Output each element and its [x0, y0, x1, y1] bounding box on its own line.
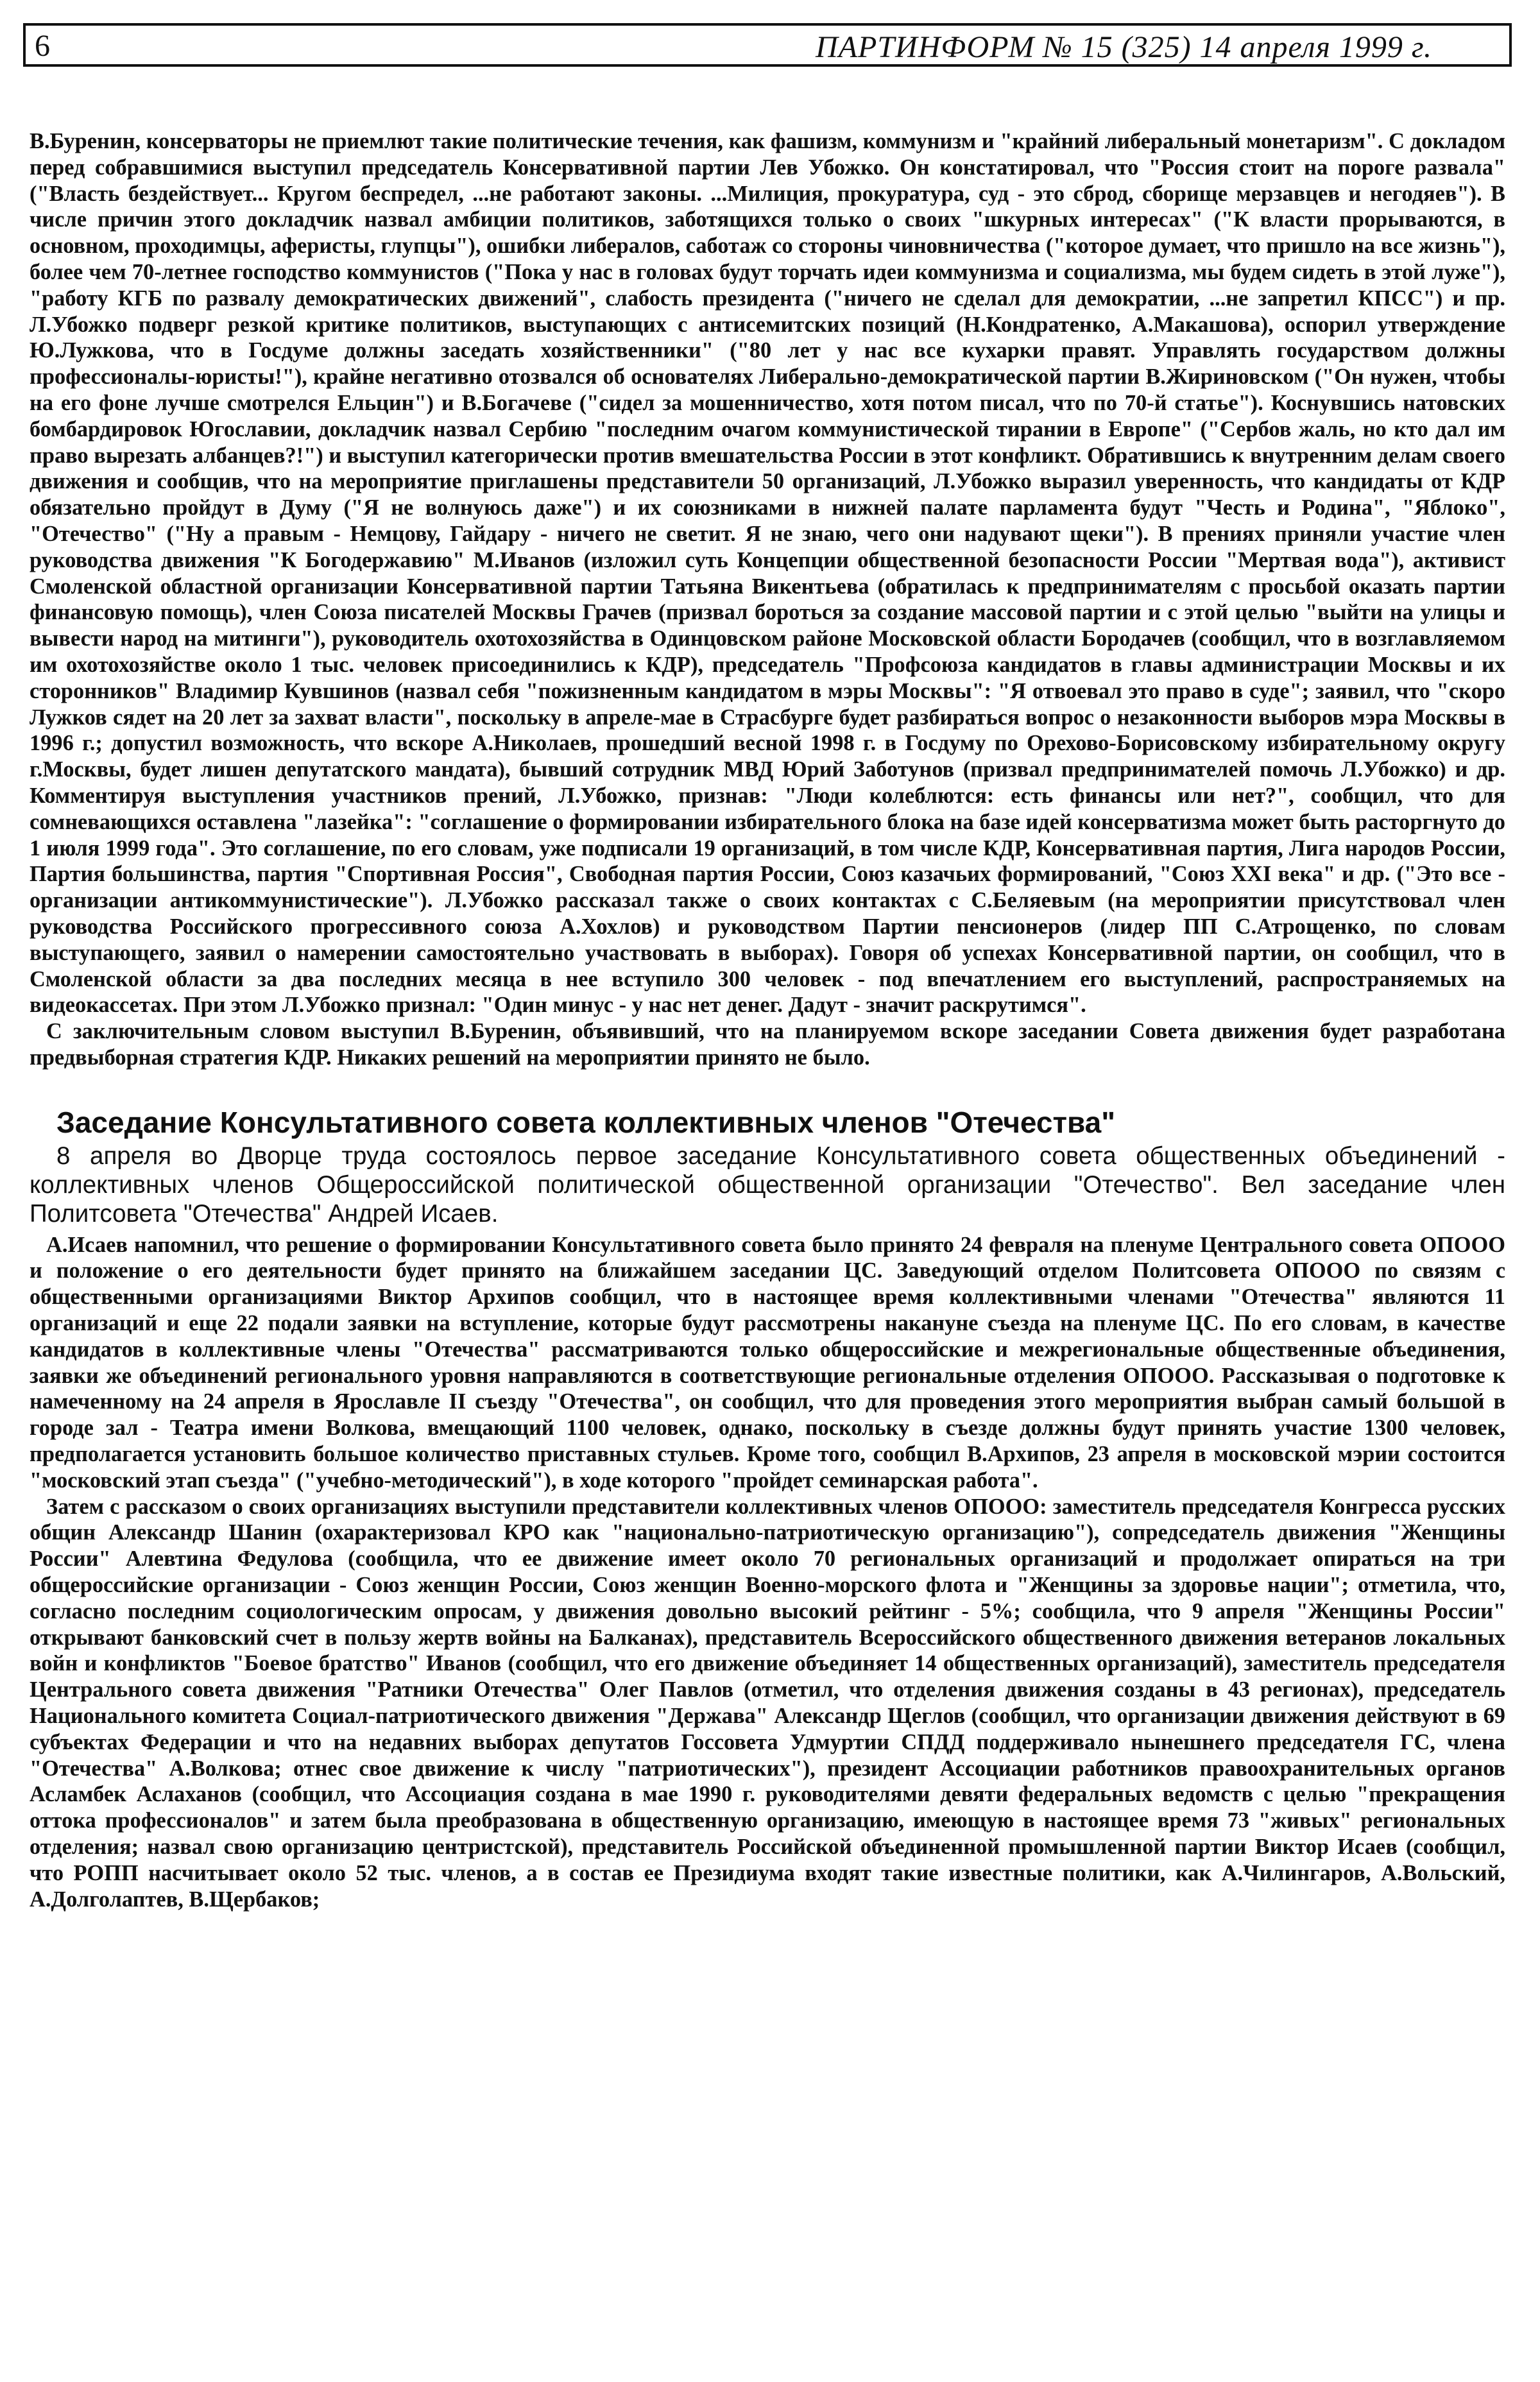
article-title: Заседание Консультативного совета коллективных членов "Отечества": [56, 1105, 1116, 1139]
page-content: [30, 128, 1505, 1912]
issue-info: ПАРТИНФОРМ № 15 (325) 14 апреля 1999 г.: [816, 30, 1432, 64]
article-paragraph: Затем с рассказом о своих организациях выступили представители коллективных членов ОПООО: заместитель председателя Конгресса русских общин Александр Шанин (охарактеризовал КРО как "национально-патриотическую организацию"), сопредседатель движения "Женщины России" Алевтина Федулова (сообщила, что ее движение имеет около 70 региональных организаций и продолжает опираться на три общероссийские организации - Союз женщин России, Союз женщин Военно-морского флота и "Женщины за здоровье нации"; отметила, что, согласно последним социологическим опросам, у движения довольно высокий рейтинг - 5%; сообщила, что 9 апреля "Женщины России" открывают банковский счет в пользу жертв войны на Балканах), представитель Всероссийского общественного движения ветеранов локальных войн и конфликтов "Боевое братство" Иванов (сообщил, что его движение объединяет 14 общественных организаций), заместитель председателя Центрального совета движения "Ратники Отечества" Олег Павлов (отметил, что отделения движения созданы в 43 регионах), председатель Национального комитета Социал-патриотического движения "Держава" Александр Щеглов (сообщил, что организации движения действуют в 69 субъектах Федерации и что на недавних выборах депутатов Госсовета Удмуртии СПДД поддерживало нынешнего председателя ГС, члена "Отечества" А.Волкова; отнес свое движение к числу "патриотических"), президент Ассоциации работников правоохранительных органов Асламбек Аслаханов (сообщил, что Ассоциация создана в мае 1990 г. руководителями девяти федеральных ведомств с целью "прекращения оттока профессионалов" и затем была преобразована в общественную организацию, имеющую в настоящее время 73 "живых" региональных отделения; назвал свою организацию центристской), представитель Российской объединенной промышленной партии Виктор Исаев (сообщил, что РОПП насчитывает около 52 тыс. членов, а в состав ее Президиума входят такие известные политики, как А.Чилингаров, А.Вольский, А.Долголаптев, В.Щербаков;: [30, 1494, 1505, 1912]
article-otechestvo: [30, 1106, 1505, 1913]
page-header: [23, 23, 1512, 67]
article-continued: [30, 128, 1505, 1071]
article-paragraph: С заключительным словом выступил В.Буренин, объявивший, что на планируемом вскоре заседании Совета движения будет разработана предвыборная стратегия КДР. Никаких решений на мероприятии принято не было.: [30, 1019, 1505, 1070]
page-number: 6: [35, 29, 50, 63]
article-paragraph: А.Исаев напомнил, что решение о формировании Консультативного совета было принято 24 февраля на пленуме Центрального совета ОПООО и положение о его деятельности будет принято на ближайшем заседании ЦС. Заведующий отделом Политсовета ОПООО по связям с общественными организациями Виктор Архипов сообщил, что в настоящее время коллективными членами "Отечества" являются 11 организаций и еще 22 подали заявки на вступление, которые будут рассмотрены накануне съезда на пленуме ЦС. По его словам, в качестве кандидатов в коллективные члены "Отечества" рассматриваются только общероссийские и межрегиональные общественные объединения, заявки же объединений регионального уровня направляются в соответствующие региональные отделения ОПООО. Рассказывая о подготовке к намеченному на 24 апреля в Ярославле II съезду "Отечества", он сообщил, что для проведения этого мероприятия выбран самый большой в городе зал - Театра имени Волкова, вмещающий 1100 человек, однако, поскольку в съезде должны будут принять участие 1300 человек, предполагается установить большое количество приставных стульев. Кроме того, сообщил В.Архипов, 23 апреля в московской мэрии состоится "московский этап съезда" ("учебно-методический"), в ходе которого "пройдет семинарская работа".: [30, 1232, 1505, 1493]
article-paragraph: В.Буренин, консерваторы не приемлют такие политические течения, как фашизм, коммунизм и "крайний либеральный монетаризм". С докладом перед собравшимися выступил председатель Консервативной партии Лев Убожко. Он констатировал, что "Россия стоит на пороге развала" ("Власть бездействует... Кругом беспредел, ...не работают законы. ...Милиция, прокуратура, суд - это сброд, сборище мерзавцев и негодяев"). В числе причин этого докладчик назвал амбиции политиков, заботящихся только о своих "шкурных интересах" ("К власти прорываются, в основном, проходимцы, аферисты, глупцы"), ошибки либералов, саботаж со стороны чиновничества ("которое думает, что пришло на все жизнь"), более чем 70-летнее господство коммунистов ("Пока у нас в головах будут торчать идеи коммунизма и социализма, мы будем сидеть в этой луже"), "работу КГБ по развалу демократических движений", слабость президента ("ничего не сделал для демократии, ...не запретил КПСС") и пр. Л.Убожко подверг резкой критике политиков, выступающих с антисемитских позиций (Н.Кондратенко, А.Макашова), оспорил утверждение Ю.Лужкова, что в Госдуме должны заседать хозяйственники" ("80 лет у нас все кухарки правят. Управлять государством должны профессионалы-юристы!"), крайне негативно отозвался об основателях Либерально-демократической партии В.Жириновском ("Он нужен, чтобы на его фоне лучше смотрелся Ельцин") и В.Богачеве ("сидел за мошенничество, хотя потом писал, что по 70-й статье"). Коснувшись натовских бомбардировок Югославии, докладчик назвал Сербию "последним очагом коммунистической тирании в Европе" ("Сербов жаль, но кто дал им право вырезать албанцев?!") и выступил категорически против вмешательства России в этот конфликт. Обратившись к внутренним делам своего движения и сообщив, что на мероприятие приглашены представители 50 организаций, Л.Убожко выразил уверенность, что кандидаты от КДР обязательно пройдут в Думу ("Я не волнуюсь даже") и их союзниками в нижней палате парламента будут "Честь и Родина", "Яблоко", "Отечество" ("Ну а правым - Немцову, Гайдару - ничего не светит. Я не знаю, чего они надувают щеки"). В прениях приняли участие член руководства движения "К Богодержавию" М.Иванов (изложил суть Концепции общественной безопасности России "Мертвая вода"), активист Смоленской областной организации Консервативной партии Татьяна Викентьева (обратилась к предпринимателям с просьбой оказать партии финансовую помощь), член Союза писателей Москвы Грачев (призвал бороться за создание массовой партии и с этой целью "выйти на улицы и вывести народ на митинги"), руководитель охотохозяйства в Одинцовском районе Московской области Бородачев (сообщил, что в возглавляемом им охотохозяйстве около 1 тыс. человек присоединились к КДР), председатель "Профсоюза кандидатов в главы администрации Москвы и их сторонников" Владимир Кувшинов (назвал себя "пожизненным кандидатом в мэры Москвы": "Я отвоевал это право в суде"; заявил, что "скоро Лужков сядет на 20 лет за захват власти", поскольку в апреле-мае в Страсбурге будет разбираться вопрос о незаконности выборов мэра Москвы в 1996 г.; допустил возможность, что вскоре А.Николаев, прошедший весной 1998 г. в Госдуму по Орехово-Борисовскому избирательному округу г.Москвы, будет лишен депутатского мандата), бывший сотрудник МВД Юрий Заботунов (призвал предпринимателей помочь Л.Убожко) и др. Комментируя выступления участников прений, Л.Убожко, признав: "Люди колеблются: есть финансы или нет?", сообщил, что для сомневающихся оставлена "лазейка": "соглашение о формировании избирательного блока на базе идей консерватизма может быть расторгнуто до 1 июля 1999 года". Это соглашение, по его словам, уже подписали 19 организаций, в том числе КДР, Консервативная партия, Лига народов России, Партия большинства, партия "Спортивная Россия", Свободная партия России, Союз казачьих формирований, "Союз XXI века" и др. ("Это все - организации антикоммунистические"). Л.Убожко рассказал также о своих контактах с С.Беляевым (на мероприятии присутствовал член руководства Российского прогрессивного союза А.Хохлов) и руководством Партии пенсионеров (лидер ПП С.Атрощенко, по словам выступающего, заявил о намерении самостоятельно участвовать в выборах). Говоря об успехах Консервативной партии, он сообщил, что в Смоленской области за два последних месяца в нее вступило 300 человек - под впечатлением его выступлений, распространяемых на видеокассетах. При этом Л.Убожко признал: "Один минус - у нас нет денег. Дадут - значит раскрутимся".: [30, 129, 1505, 1018]
article-lead: 8 апреля во Дворце труда состоялось первое заседание Консультативного совета общественных объединений - коллективных членов Общероссийской политической общественной организации "Отечество". Вел заседание член Политсовета "Отечества" Андрей Исаев.: [30, 1142, 1505, 1228]
